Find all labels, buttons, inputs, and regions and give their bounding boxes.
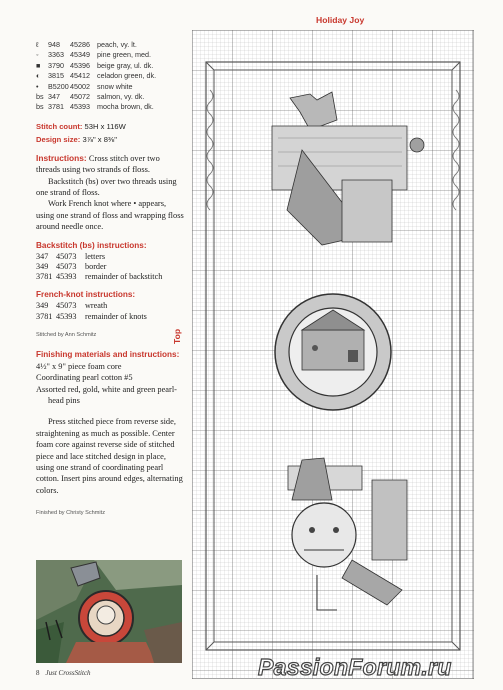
color-key-row: ◐ 3815 45412 celadon green, dk. (36, 71, 157, 81)
color-key-row: bs 3781 45393 mocha brown, dk. (36, 102, 154, 112)
photo-illustration (36, 560, 182, 663)
backstitch-row: 3781 45393 remainder of backstitch (36, 272, 163, 282)
instructions-p3: Work French knot where • appears, using one strand of floss and wrapping floss around needle once. (36, 199, 184, 232)
backstitch-heading: Backstitch (bs) instructions: (36, 240, 147, 250)
color-key (36, 40, 186, 113)
color-key-row: ■ 3790 45396 beige gray, ul. dk. (36, 60, 154, 70)
frenchknot-row: 349 45073 wreath (36, 301, 108, 311)
chart-title: Holiday Joy (316, 15, 365, 25)
frenchknot-heading: French-knot instructions: (36, 290, 136, 300)
frenchknot-row: 3781 45393 remainder of knots (36, 311, 147, 321)
color-key-row: ◦ 3363 45349 pine green, med. (36, 50, 151, 60)
finished-design-photo (36, 560, 182, 663)
site-watermark: PassionForum.ru (258, 654, 452, 680)
finishing-material: Assorted red, gold, white and green pearl-head pins (36, 384, 177, 405)
color-key-row: • B5200 45002 snow white (36, 81, 133, 91)
finishing-heading: Finishing materials and instructions: (36, 349, 180, 359)
cross-stitch-chart (192, 30, 474, 679)
instructions-p2: Backstitch (bs) over two threads using one strand of floss. (36, 176, 177, 198)
finishing-material: 4½" x 9" piece foam core (36, 361, 122, 371)
page-footer: 8 Just CrossStitch (36, 669, 91, 677)
materials-column (36, 40, 186, 516)
design-size: Design size: 3⅞" x 8⅜" (36, 134, 117, 144)
color-key-row: ℓ 948 45286 peach, vy. lt. (36, 40, 137, 49)
finishing-material: Coordinating pearl cotton #5 (36, 373, 133, 383)
instructions-p1: Instructions: Cross stitch over two threads using two strands of floss. (36, 152, 160, 175)
finishing-text: Press stitched piece from reverse side, straightening as much as possible. Center foam core against reverse side of stitched piece and lace stitched design in place, using one strand of coordinating pearl cotton. Insert pins around edges, alternating colors. (36, 417, 183, 495)
color-key-row: bs 347 45072 salmon, vy. dk. (36, 92, 145, 102)
backstitch-row: 349 45073 border (36, 261, 107, 271)
stitch-count: Stitch count: 53H x 116W (36, 121, 126, 131)
chart-top-label: Top (172, 328, 182, 344)
stitched-by-credit: Stitched by Ann Schmitz (36, 331, 97, 338)
finished-by-credit: Finished by Christy Schmitz (36, 510, 106, 517)
motif-wreath-letter-o (275, 294, 391, 410)
backstitch-row: 347 45073 letters (36, 251, 106, 261)
